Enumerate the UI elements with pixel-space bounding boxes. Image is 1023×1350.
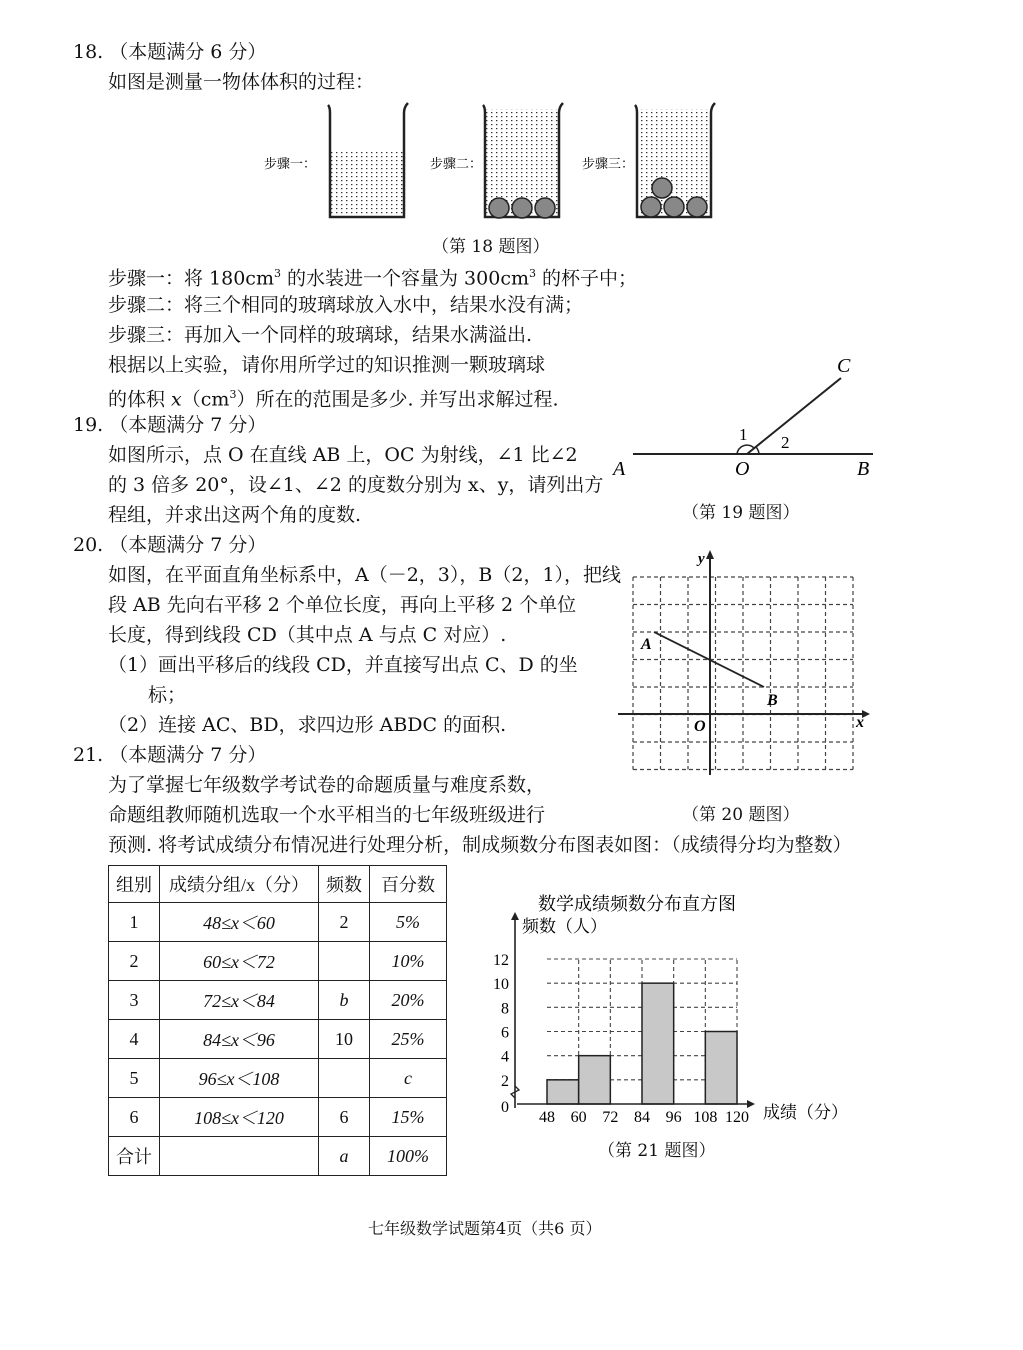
q21-line2: 命题组教师随机选取一个水平相当的七年级班级进行 — [108, 804, 546, 826]
ray-oc — [747, 378, 841, 454]
point-a-label: A — [613, 458, 626, 480]
x-tick-label: 60 — [570, 1109, 587, 1126]
q20-header: 20. （本题满分 7 分） — [73, 534, 267, 556]
q20-line5: 标； — [148, 684, 187, 706]
y-tick-label: 2 — [501, 1072, 509, 1090]
grid-lines — [633, 577, 853, 770]
frequency-table — [108, 865, 447, 1176]
q21-line3: 预测. 将考试成绩分布情况进行处理分析，制成频数分布图表如图：（成绩得分均为整数） — [108, 834, 852, 856]
table-header: 成绩分组/x（分） — [160, 866, 319, 903]
page-footer: 七年级数学试题第4页（共6 页） — [368, 1219, 602, 1238]
q20-line4: （1）画出平移后的线段 CD，并直接写出点 C、D 的坐 — [108, 654, 578, 676]
q20-line2: 段 AB 先向右平移 2 个单位长度，再向上平移 2 个单位 — [108, 594, 577, 616]
point-b-label: B — [767, 692, 778, 709]
histogram-bar — [642, 983, 674, 1104]
q19-line1: 如图所示，点 O 在直线 AB 上，OC 为射线，∠1 比∠2 — [108, 444, 578, 466]
q18-line4: 根据以上实验，请你用所学过的知识推测一颗玻璃球 — [108, 354, 546, 376]
chart-title: 数学成绩频数分布直方图 — [538, 894, 736, 914]
x-tick-label: 84 — [634, 1109, 650, 1126]
point-b-label: B — [857, 458, 870, 480]
q21-line1: 为了掌握七年级数学考试卷的命题质量与难度系数， — [108, 774, 546, 796]
q20-line3: 长度，得到线段 CD（其中点 A 与点 C 对应）. — [108, 624, 507, 646]
chart-bars — [547, 983, 737, 1104]
y-axis-label: y — [698, 551, 705, 567]
table-row: 6 108≤x＜120 6 15% — [109, 1098, 447, 1137]
q18-header: 18. （本题满分 6 分） — [73, 41, 267, 63]
table-row: 合计 a 100% — [109, 1137, 447, 1176]
y-tick-label: 4 — [501, 1048, 509, 1066]
step3-label: 步骤三： — [582, 156, 635, 171]
q18-beakers-figure — [250, 95, 730, 230]
x-axis-label: x — [856, 714, 864, 731]
table-row: 1 48≤x＜60 2 5% — [109, 903, 447, 942]
q20-coordinate-grid — [610, 545, 875, 785]
x-axis-label: 成绩（分） — [763, 1103, 848, 1122]
q21-caption: （第 21 题图） — [598, 1141, 716, 1161]
x-tick-label: 120 — [725, 1109, 749, 1126]
point-c-label: C — [837, 355, 851, 377]
x-tick-label: 48 — [539, 1109, 555, 1126]
histogram-bar — [579, 1056, 611, 1104]
angle2-arc — [756, 447, 759, 454]
angle1-label: 1 — [739, 425, 748, 444]
q19-line2: 的 3 倍多 20°，设∠1、∠2 的度数分别为 x、y，请列出方 — [108, 474, 604, 496]
beaker-step1 — [328, 103, 408, 218]
x-tick-label: 72 — [602, 1109, 619, 1126]
y-tick-label: 10 — [493, 976, 509, 994]
histogram-bar — [547, 1080, 579, 1104]
table-row: 3 72≤x＜84 b 20% — [109, 981, 447, 1020]
y-tick-label: 0 — [501, 1099, 509, 1116]
q20-line1: 如图，在平面直角坐标系中，A（－2，3），B（2，1），把线 — [108, 564, 622, 586]
q19-line3: 程组，并求出这两个角的度数. — [108, 504, 362, 526]
y-tick-label: 12 — [493, 952, 509, 969]
q18-intro: 如图是测量一物体体积的过程： — [108, 71, 375, 93]
x-tick-label: 96 — [665, 1109, 682, 1126]
q21-header: 21. （本题满分 7 分） — [73, 744, 267, 766]
y-arrow-icon — [706, 550, 714, 559]
angle2-label: 2 — [781, 433, 790, 452]
step2-label: 步骤二： — [430, 156, 483, 171]
x-tick-label: 108 — [693, 1109, 718, 1126]
point-o-label: O — [735, 458, 750, 480]
table-header: 百分数 — [370, 866, 447, 903]
table-header: 组别 — [109, 866, 160, 903]
point-a-label: A — [641, 636, 652, 653]
table-row: 2 60≤x＜72 10% — [109, 942, 447, 981]
y-axis-label: 频数（人） — [522, 917, 607, 936]
q20-caption: （第 20 题图） — [682, 805, 800, 825]
y-tick-label: 6 — [501, 1024, 509, 1042]
table-row: 5 96≤x＜108 c — [109, 1059, 447, 1098]
q19-angle-figure — [605, 350, 895, 490]
x-arrow-icon — [747, 1100, 755, 1108]
q18-line5: 的体积 $x(cm^3)$所在的范围是多少. 并写出求解过程. — [108, 388, 559, 411]
q18-caption: （第 18 题图） — [432, 237, 550, 257]
table-header-row — [109, 866, 447, 903]
beaker-step3 — [635, 103, 715, 218]
q18-line1: 步骤一：将 $180cm^3$ 的水装进一个容量为 $300cm^3$ 的杯子中； — [108, 267, 638, 290]
table-row: 4 84≤x＜96 10 25% — [109, 1020, 447, 1059]
table-header: 频数 — [319, 866, 370, 903]
origin-label: O — [694, 718, 706, 735]
y-arrow-icon — [511, 912, 519, 920]
histogram-bar — [705, 1032, 737, 1105]
beaker-step2 — [483, 103, 563, 218]
y-tick-label: 8 — [501, 1000, 509, 1018]
step1-label: 步骤一： — [264, 156, 317, 171]
q19-header: 19. （本题满分 7 分） — [73, 414, 267, 436]
q18-line3: 步骤三：再加入一个同样的玻璃球，结果水满溢出. — [108, 324, 533, 346]
q20-line6: （2）连接 AC、BD，求四边形 ABDC 的面积. — [108, 714, 507, 736]
q19-caption: （第 19 题图） — [682, 503, 800, 523]
q18-line2: 步骤二：将三个相同的玻璃球放入水中，结果水没有满； — [108, 294, 584, 316]
histogram-chart — [480, 880, 870, 1155]
